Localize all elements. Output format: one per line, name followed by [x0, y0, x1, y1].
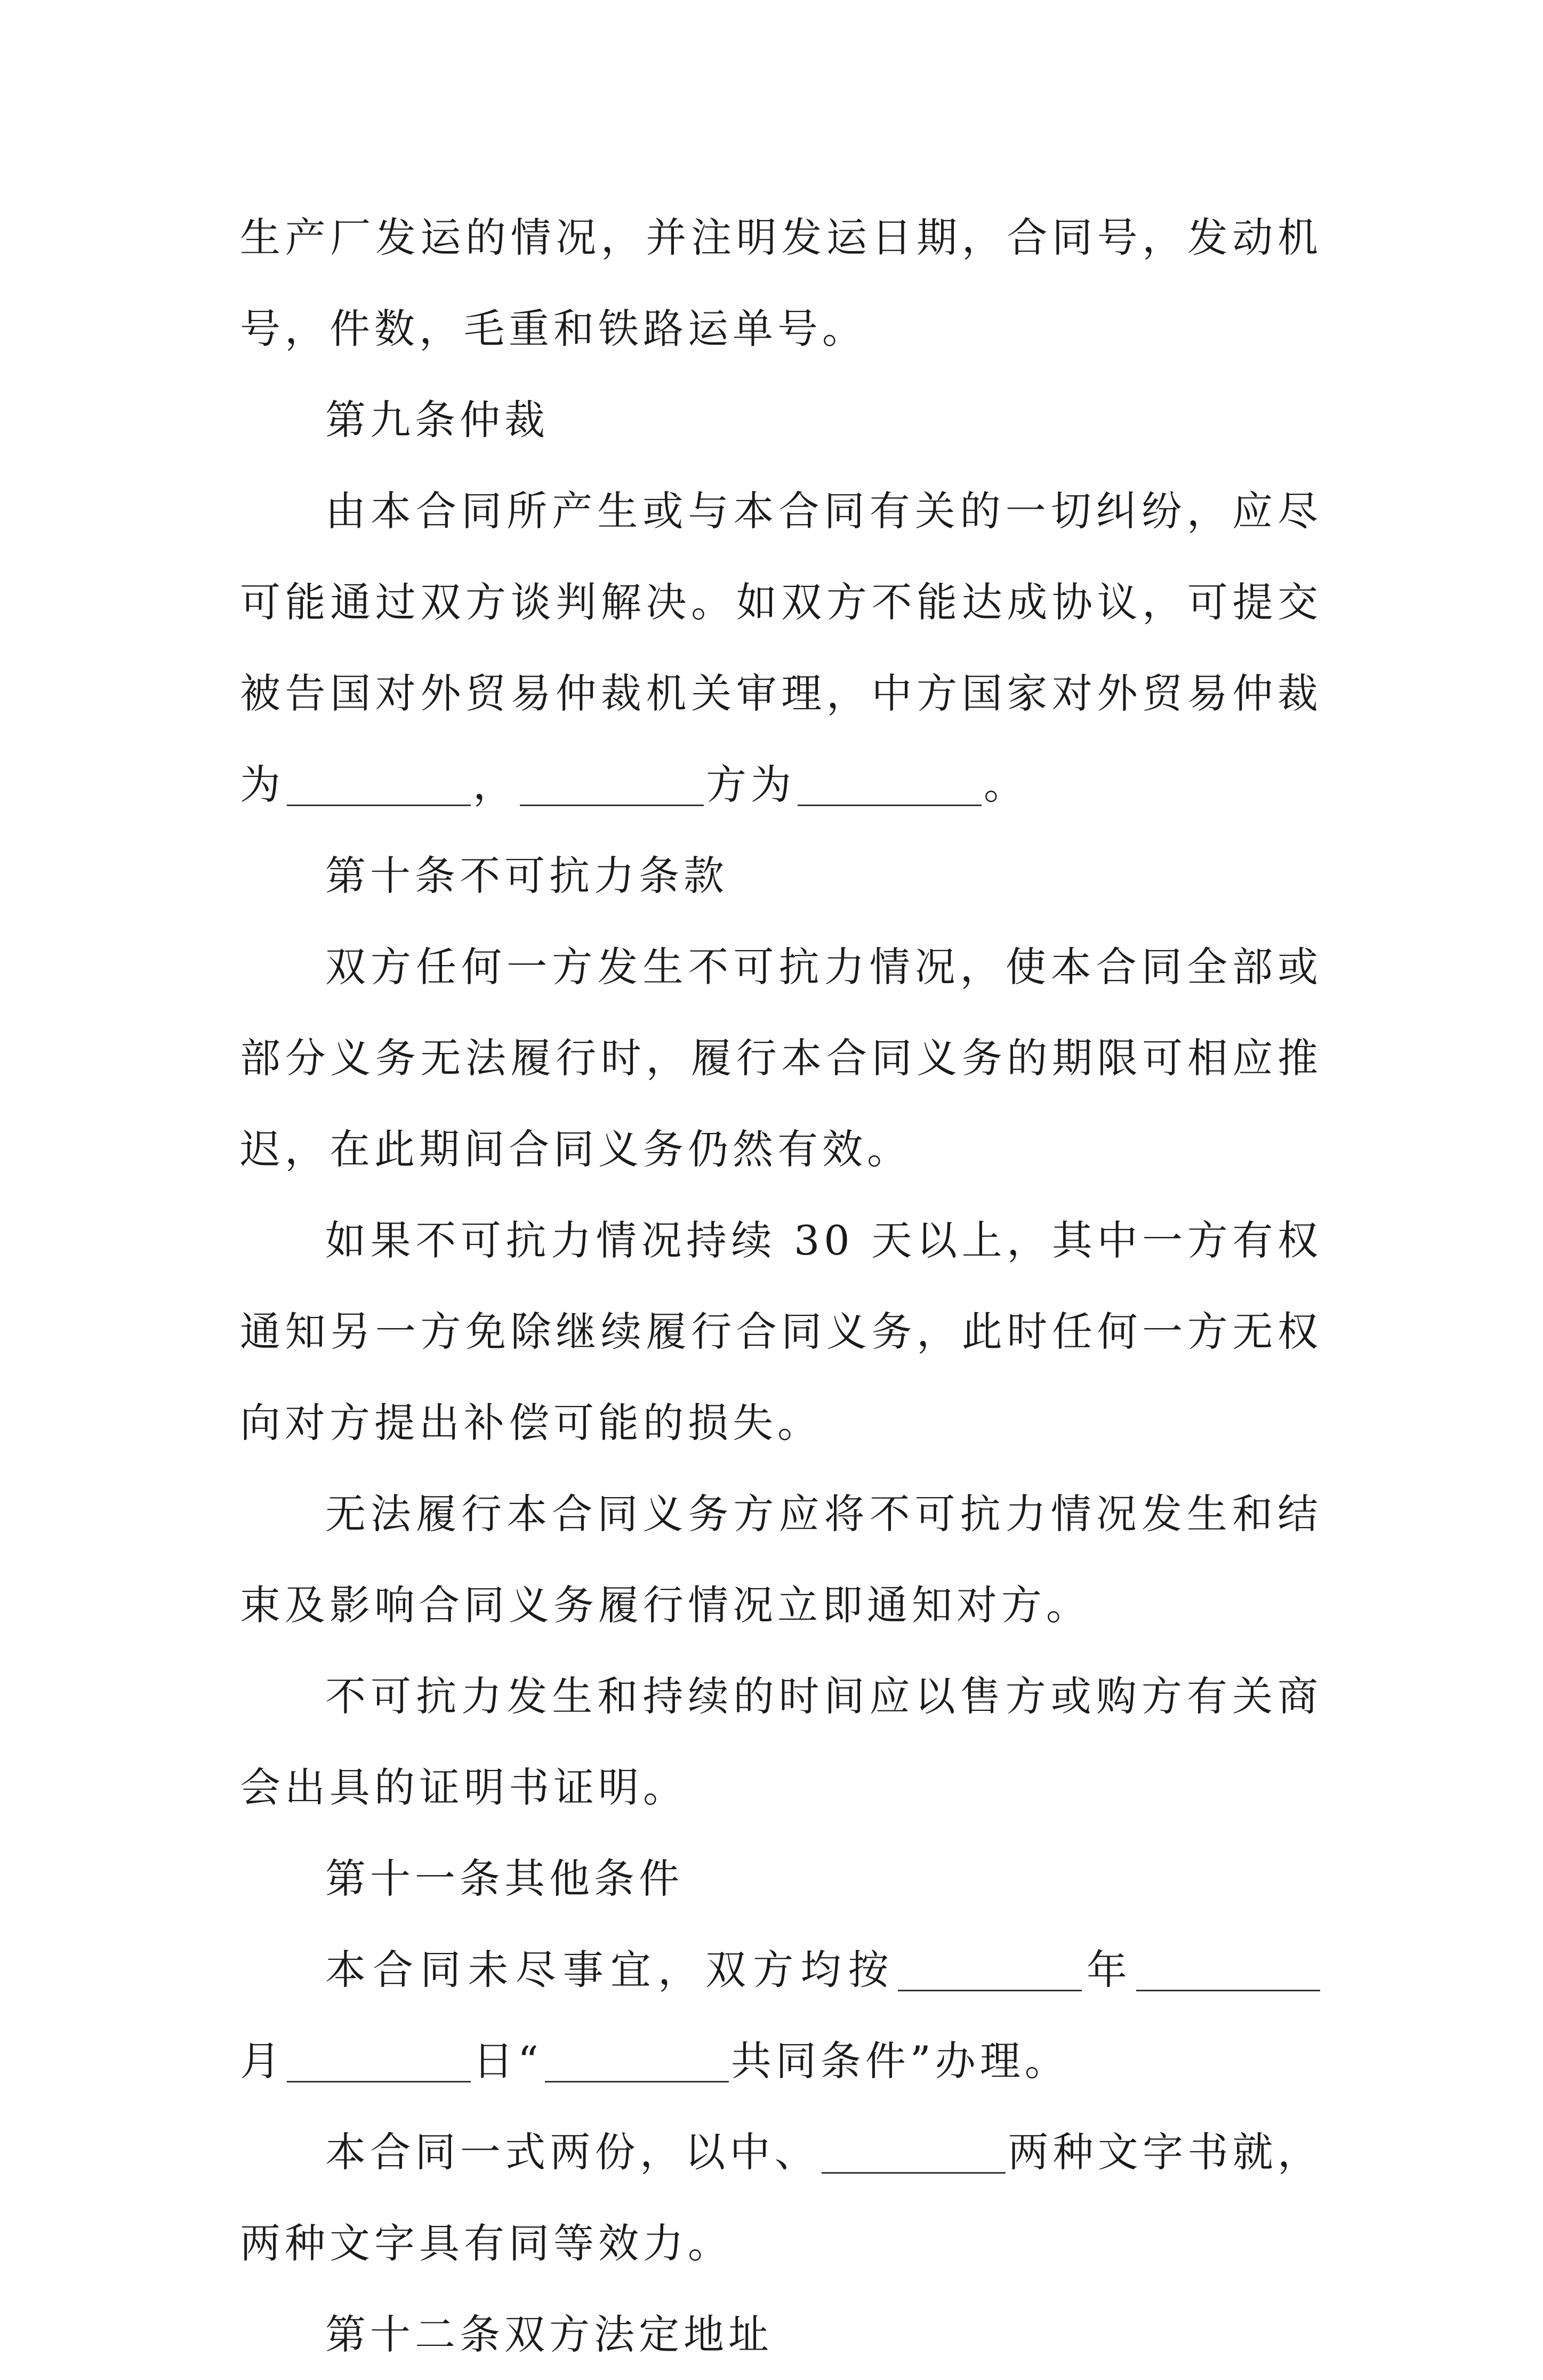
paragraph-force-majeure-3: 无法履行本合同义务方应将不可抗力情况发生和结束及影响合同义务履行情况立即通知对方。: [240, 1490, 1322, 1629]
other-conditions-text: 本合同未尽事宜，双方均按: [325, 1946, 896, 1993]
common-conditions-text: 共同条件”办理。: [730, 2037, 1070, 2085]
paragraph-other-conditions-2: [240, 2106, 1322, 2289]
punctuation-period: 。: [984, 761, 1028, 808]
paragraph-shipping-notice: 生产厂发运的情况，并注明发运日期，合同号，发动机号，件数，毛重和铁路运单号。: [240, 214, 1322, 352]
month-label: 月: [240, 2037, 285, 2085]
paragraph-force-majeure-2: 如果不可抗力情况持续 30 天以上，其中一方有权通知另一方免除继续履行合同义务，此时任何一方无权向对方提出补偿可能的损失。: [240, 1217, 1322, 1446]
arbitration-other-party-text: 方为: [706, 761, 795, 808]
blank-field[interactable]: [798, 804, 982, 806]
blank-field[interactable]: [520, 804, 704, 806]
blank-field[interactable]: [898, 1989, 1082, 1991]
blank-field[interactable]: [287, 2080, 471, 2082]
day-label: 日“: [473, 2037, 543, 2085]
paragraph-force-majeure-4: 不可抗力发生和持续的时间应以售方或购方有关商会出具的证明书证明。: [240, 1673, 1322, 1811]
blank-field[interactable]: [822, 2172, 1006, 2174]
copies-text: 本合同一式两份，以中、: [325, 2128, 820, 2176]
blank-field[interactable]: [1136, 1989, 1320, 1991]
blank-field[interactable]: [545, 2080, 729, 2082]
punctuation-comma: ，: [473, 761, 518, 808]
year-label: 年: [1083, 1946, 1135, 1993]
blank-field[interactable]: [287, 804, 471, 806]
paragraph-arbitration: [240, 465, 1322, 830]
heading-article-9-arbitration: 第九条仲裁: [325, 396, 549, 444]
heading-article-10-force-majeure: 第十条不可抗力条款: [325, 852, 728, 899]
paragraph-force-majeure-1: 双方任何一方发生不可抗力情况，使本合同全部或部分义务无法履行时，履行本合同义务的期限可相应推迟，在此期间合同义务仍然有效。: [240, 943, 1322, 1173]
heading-article-11-other-conditions: 第十一条其他条件: [325, 1855, 684, 1902]
heading-article-12-legal-addresses: 第十二条双方法定地址: [325, 2311, 773, 2358]
document-page: [240, 192, 1322, 2380]
arbitration-text: 由本合同所产生或与本合同有关的一切纠纷，应尽可能通过双方谈判解决。如双方不能达成协议，可提交被告国对外贸易仲裁机关审理，中方国家对外贸易仲裁为: [240, 487, 1322, 808]
paragraph-other-conditions-1: [240, 1924, 1322, 2106]
languages-text: 两种文字书就，两种文字具有同等效力。: [240, 2128, 1323, 2267]
